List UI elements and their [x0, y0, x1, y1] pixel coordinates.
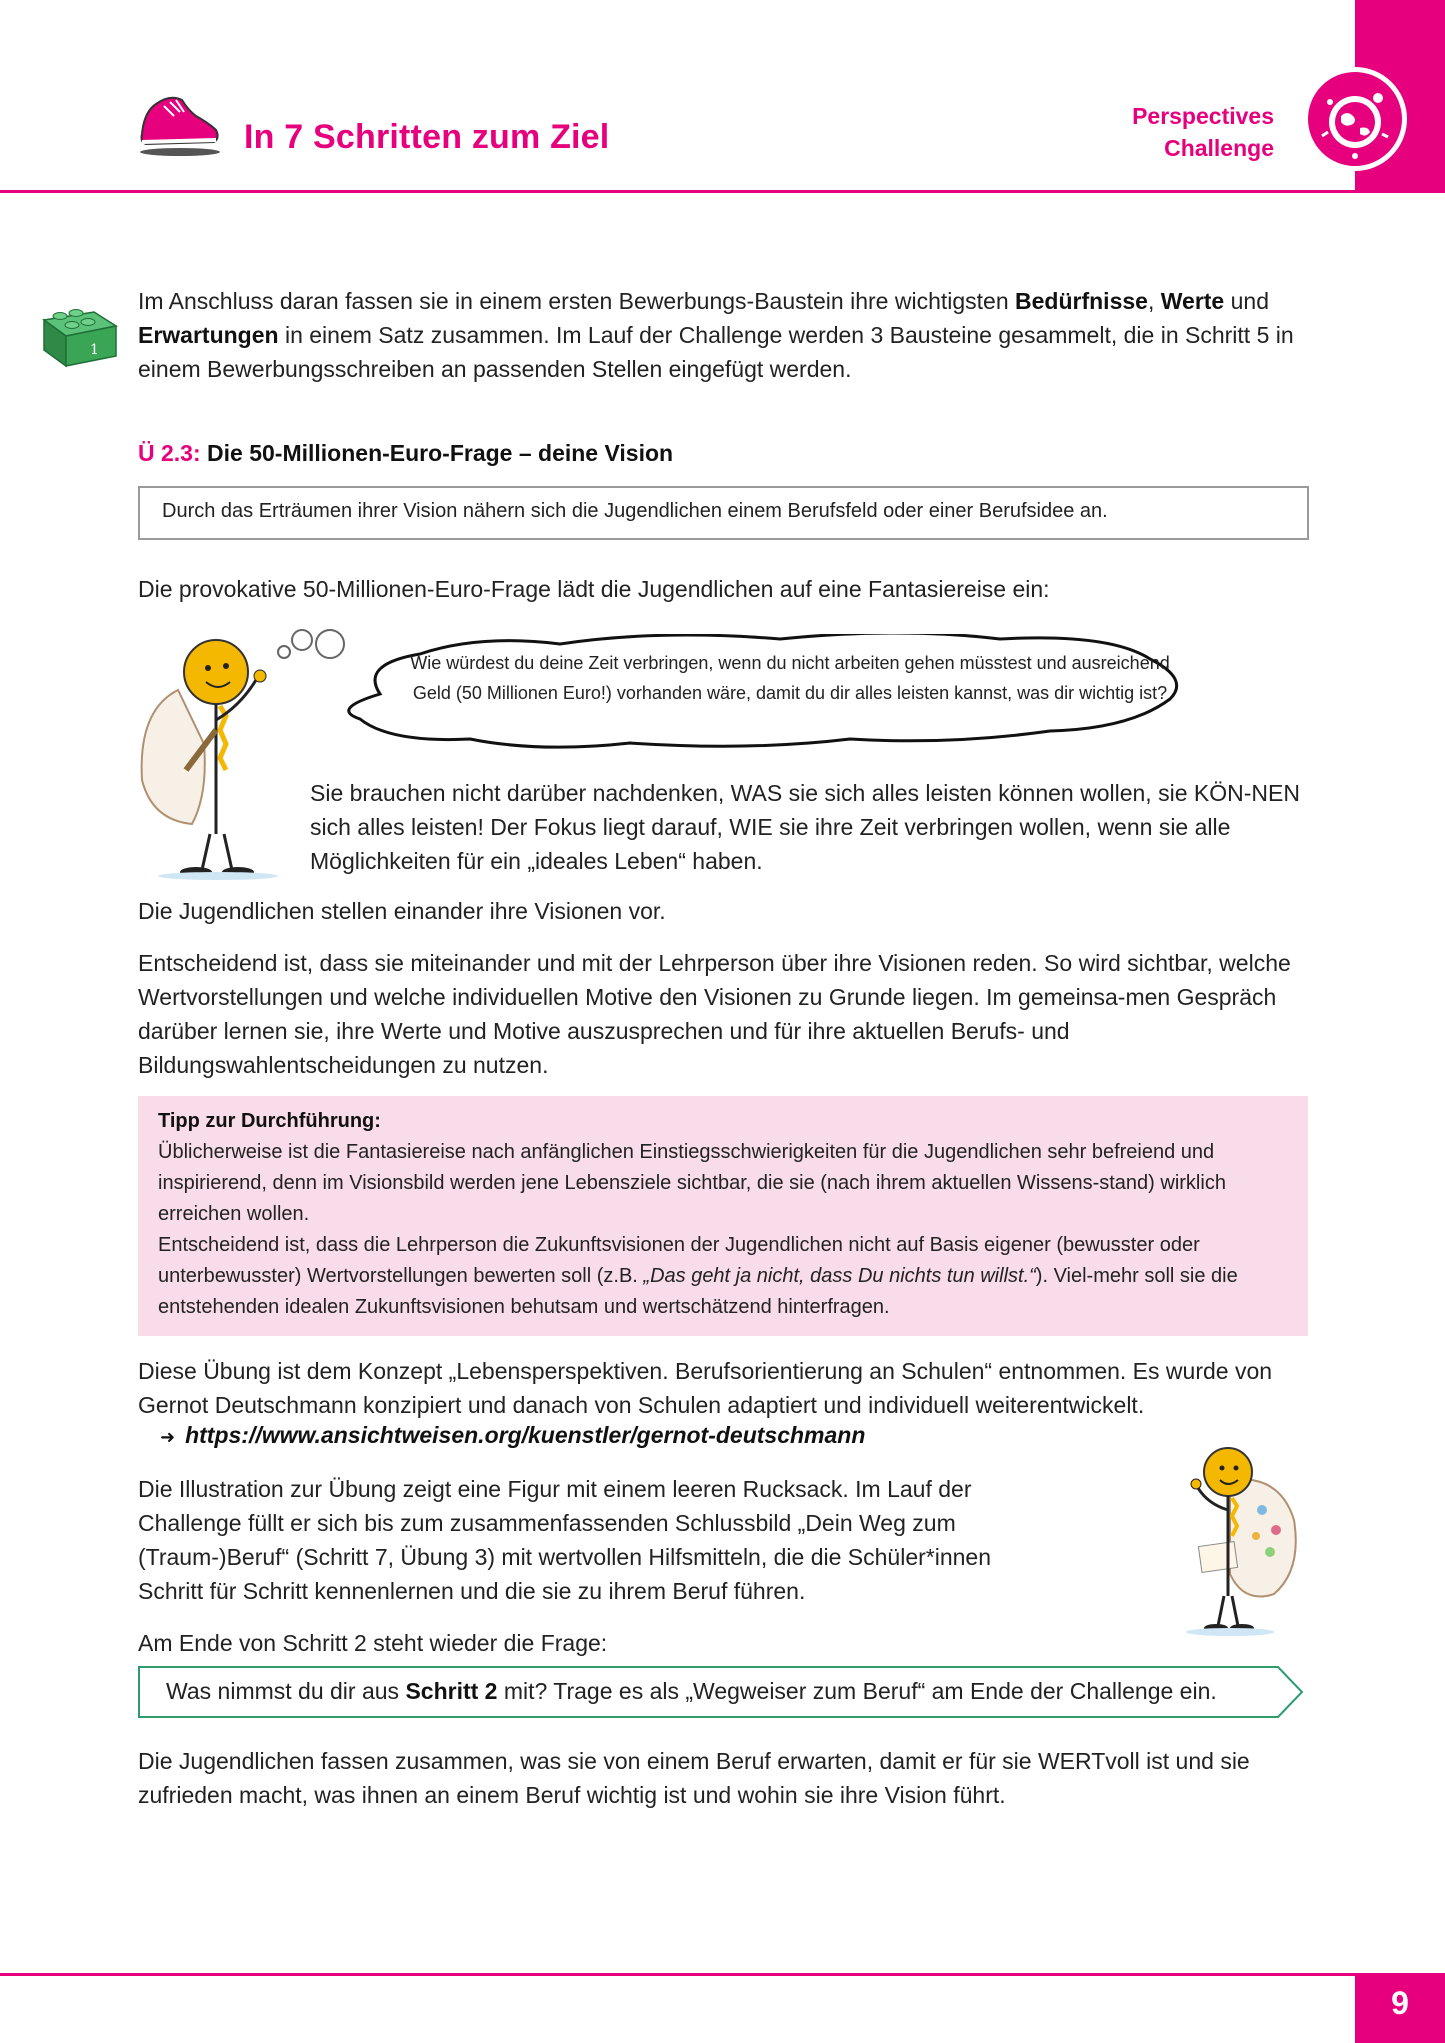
- footer-rule: [0, 1973, 1445, 1976]
- brand-line-1: Perspectives: [1132, 103, 1274, 129]
- page-number: 9: [1355, 1973, 1445, 2043]
- arrow-right-icon: ➜: [160, 1427, 176, 1447]
- lego-brick-icon: [40, 296, 120, 372]
- present-paragraph: Die Jugendlichen stellen einander ihre Visionen vor.: [138, 898, 666, 924]
- link-url[interactable]: https://www.ansichtweisen.org/kuenstler/gernot-deutschmann: [185, 1422, 866, 1448]
- brand-label: [1132, 100, 1274, 164]
- header-rule: [0, 190, 1445, 193]
- exercise-title: Die 50-Millionen-Euro-Frage – deine Vision: [200, 440, 674, 466]
- cloud-question: Wie würdest du deine Zeit verbringen, wenn du nicht arbeiten gehen müsstest und ausreichend Geld (50 Millionen Euro!) vorhanden wäre, damit du dir alles leisten kannst, was dir wichtig ist?: [410, 653, 1170, 703]
- focus-paragraph: Sie brauchen nicht darüber nachdenken, WAS sie sich alles leisten können wollen, sie KÖN-NEN sich alles leisten! Der Fokus liegt darauf, WIE sie ihre Zeit verbringen wollen, wenn sie alle Möglichkeiten für ein „ideales Leben“ haben.: [310, 780, 1300, 874]
- exercise-heading: [138, 440, 673, 467]
- globe-logo-icon: [1303, 67, 1407, 171]
- tip-quote: „Das geht ja nicht, dass Du nichts tun willst.“: [643, 1265, 1036, 1287]
- tip-paragraph-1: Üblicherweise ist die Fantasiereise nach anfänglichen Einstiegsschwierigkeiten für die Jugendlichen sehr befreiend und inspirierend, denn im Visionsbild werden jene Lebensziele sichtbar, die sie (nach ihrem aktuellen Wissens-stand) wirklich erreichen wollen.: [158, 1141, 1226, 1225]
- lead-paragraph: Die provokative 50-Millionen-Euro-Frage lädt die Jugendlichen auf eine Fantasiereise ein:: [138, 576, 1050, 602]
- exercise-goal-box: Durch das Erträumen ihrer Vision nähern sich die Jugendlichen einem Berufsfeld oder einer Berufsidee an.: [138, 486, 1309, 540]
- lego-number: 1: [90, 342, 99, 358]
- decisive-paragraph: Entscheidend ist, dass sie miteinander und mit der Lehrperson über ihre Visionen reden. So wird sichtbar, welche Wertvorstellungen und welche individuellen Motive den Visionen zu Grunde liegen. Im gemeinsa-men Gespräch darüber lernen sie, ihre Werte und Motive auszusprechen und für ihre aktuellen Berufs- und Bildungswahlentscheidungen zu nutzen.: [138, 950, 1291, 1078]
- brand-line-2: Challenge: [1164, 135, 1274, 161]
- question-text: Was nimmst du dir aus Schritt 2 mit? Trage es als „Wegweiser zum Beruf“ am Ende der Challenge ein.: [166, 1678, 1217, 1704]
- tip-box: [138, 1096, 1308, 1336]
- shoe-icon: [136, 92, 222, 158]
- closing-paragraph: Die Jugendlichen fassen zusammen, was sie von einem Beruf erwarten, damit er für sie WERTvoll ist und sie zufrieden macht, was ihnen an einem Beruf wichtig ist und wohin sie ihre Vision führt.: [138, 1748, 1250, 1808]
- tip-title: Tipp zur Durchführung:: [158, 1110, 381, 1132]
- external-link[interactable]: [160, 1422, 865, 1449]
- tip-paragraph-2: Entscheidend ist, dass die Lehrperson die Zukunftsvisionen der Jugendlichen nicht auf Basis eigener (bewusster oder unterbewusster) Wertvorstellungen bewerten soll (z.B. „Das geht ja nicht, dass Du nichts tun willst.“). Viel-mehr soll sie die entstehenden idealen Zukunftsvisionen behutsam und wertschätzend hinterfragen.: [158, 1234, 1238, 1318]
- page-title: In 7 Schritten zum Ziel: [244, 118, 610, 156]
- exercise-number: Ü 2.3:: [138, 440, 201, 466]
- intro-paragraph: Im Anschluss daran fassen sie in einem ersten Bewerbungs-Baustein ihre wichtigsten Bedürfnisse, Werte und Erwartungen in einem Satz zusammen. Im Lauf der Challenge werden 3 Bausteine gesammelt, die in Schritt 5 in einem Bewerbungsschreiben an passenden Stellen eingefügt werden.: [138, 288, 1294, 382]
- end-question-paragraph: Am Ende von Schritt 2 steht wieder die Frage:: [138, 1630, 608, 1656]
- illustration-paragraph: Die Illustration zur Übung zeigt eine Figur mit einem leeren Rucksack. Im Lauf der Challenge füllt er sich bis zum zusammenfassenden Schlussbild „Dein Weg zum (Traum-)Beruf“ (Schritt 7, Übung 3) mit wertvollen Hilfsmitteln, die die Schüler*innen Schritt für Schritt kennenlernen und die sie zu ihrem Beruf führen.: [138, 1476, 992, 1604]
- figure-full-backpack-illustration: [1170, 1440, 1310, 1640]
- origin-paragraph: Diese Übung ist dem Konzept „Lebensperspektiven. Berufsorientierung an Schulen“ entnommen. Es wurde von Gernot Deutschmann konzipiert und danach von Schulen adaptiert und individuell weiterentwickelt.: [138, 1358, 1273, 1418]
